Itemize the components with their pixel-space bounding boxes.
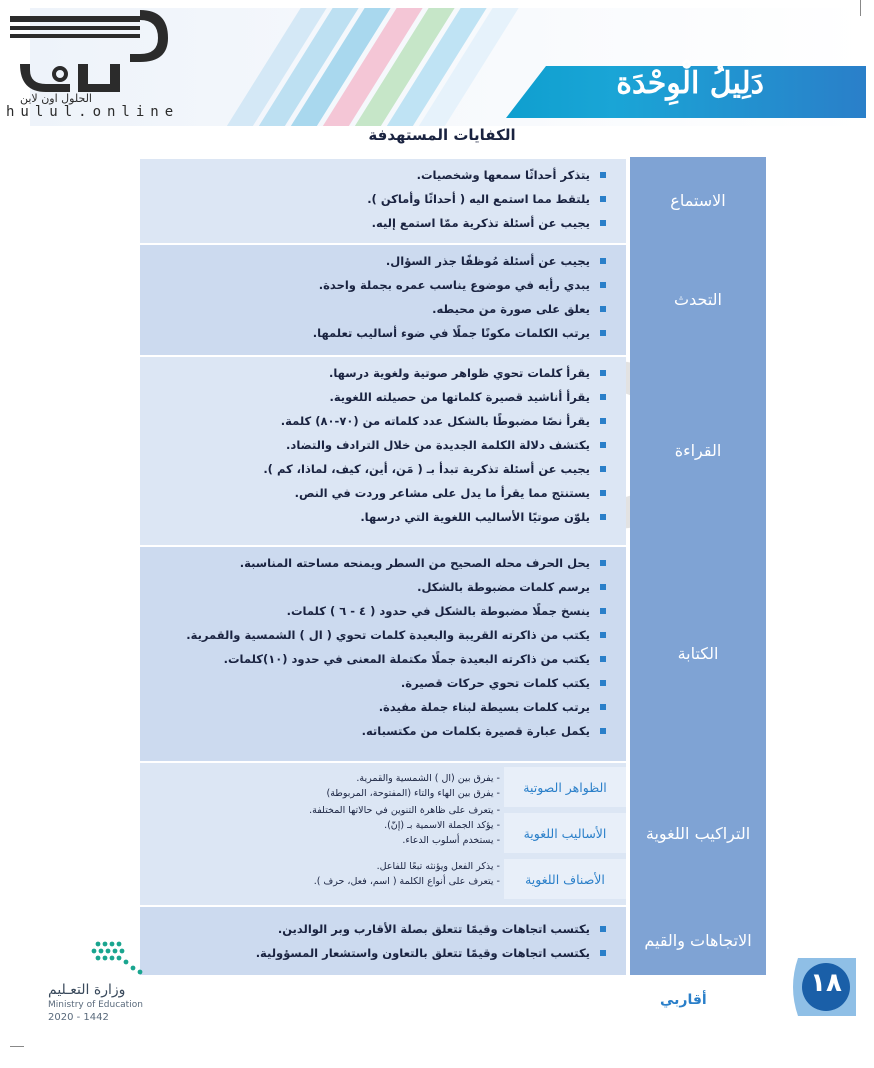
bullet-icon — [600, 704, 606, 710]
list-item — [146, 505, 610, 529]
list-item — [146, 719, 610, 743]
bullet-icon — [600, 608, 606, 614]
structure-group-phonetic — [200, 771, 500, 801]
item-text: يرسم كلمات مضبوطة بالشكل. — [417, 580, 590, 594]
item-text: يكتب من ذاكرته البعيدة جملًا مكتملة المعنى في حدود (١٠)كلمات. — [223, 652, 590, 666]
edition-year: 2020 - 1442 — [48, 1012, 109, 1023]
structure-group-styles — [200, 803, 500, 848]
list-item — [146, 457, 610, 481]
bullet-icon — [600, 490, 606, 496]
item-text: يجيب عن أسئلة تذكرية تبدأ بـ ( مَن، أين، كيف، لماذا، كم ). — [263, 462, 590, 476]
list-item — [146, 917, 610, 941]
list-item — [146, 273, 610, 297]
structure-group-categories — [200, 859, 500, 889]
item-text: يقرأ كلمات تحوي ظواهر صوتية ولغوية درسها. — [328, 366, 590, 380]
list-item — [146, 249, 610, 273]
list-item: - يؤكد الجملة الاسمية بـ (إنّ). — [384, 820, 500, 831]
list-item: - يفرق بين الهاء والتاء (المفتوحة، المربوطة) — [326, 788, 500, 799]
row-label: الاستماع — [630, 157, 766, 243]
item-text: يعلق على صورة من محيطه. — [432, 302, 590, 316]
bullet-icon — [600, 258, 606, 264]
bullet-icon — [600, 584, 606, 590]
table-row-structures — [140, 761, 766, 905]
bullet-icon — [600, 950, 606, 956]
list-item — [146, 695, 610, 719]
ministry-name-ar: وزارة التعـليم — [48, 982, 126, 998]
list-item — [146, 361, 610, 385]
sub-label-phonetic: الظواهر الصوتية — [504, 767, 626, 807]
list-item — [146, 647, 610, 671]
table-row-values — [140, 905, 766, 975]
item-text: يجيب عن أسئلة مُوظفًا جذر السؤال. — [385, 254, 590, 268]
crop-mark — [860, 0, 861, 16]
row-label: التراكيب اللغوية — [630, 761, 766, 905]
list-item — [146, 551, 610, 575]
item-text: يقرأ أناشيد قصيرة كلماتها من حصيلته اللغوية. — [329, 390, 590, 404]
bullet-icon — [600, 418, 606, 424]
item-text: يلتقط مما استمع اليه ( أحداثًا وأماكن ). — [367, 192, 590, 206]
sub-label-categories: الأصناف اللغوية — [504, 859, 626, 899]
item-text: يكتسب اتجاهات وقيمًا تتعلق بصلة الأقارب وبر الوالدين. — [277, 922, 590, 936]
unit-brand: أقاربي — [660, 992, 707, 1008]
item-text: يحل الحرف محله الصحيح من السطر ويمنحه مساحته المناسبة. — [239, 556, 590, 570]
row-label: الاتجاهات والقيم — [630, 905, 766, 975]
table-row-speaking — [140, 243, 766, 355]
item-text: يرتب الكلمات مكونًا جملًا في ضوء أساليب تعلمها. — [312, 326, 590, 340]
item-text: يستنتج مما يقرأ ما يدل على مشاعر وردت في النص. — [294, 486, 590, 500]
list-item — [146, 941, 610, 965]
row-label: الكتابة — [630, 545, 766, 761]
item-text: يلوّن صوتيًا الأساليب اللغوية التي درسها. — [360, 510, 590, 524]
row-content — [140, 157, 626, 243]
logo-domain-text: hulul.online — [6, 104, 180, 120]
bullet-icon — [600, 282, 606, 288]
list-item — [146, 599, 610, 623]
item-text: يبدي رأيه في موضوع يناسب عمره بجملة واحدة. — [318, 278, 590, 292]
bullet-icon — [600, 394, 606, 400]
list-item — [146, 385, 610, 409]
item-text: يكتب من ذاكرته القريبة والبعيدة كلمات تحوي ( ال ) الشمسية والقمرية. — [186, 628, 590, 642]
item-text: يكتشف دلالة الكلمة الجديدة من خلال الترادف والتضاد. — [286, 438, 590, 452]
item-text: يتذكر أحداثًا سمعها وشخصيات. — [416, 168, 590, 182]
bullet-icon — [600, 220, 606, 226]
list-item: - يفرق بين (ال ) الشمسية والقمرية. — [356, 773, 500, 784]
item-text: يقرأ نصًا مضبوطًا بالشكل عدد كلماته من (٧٠-٨٠) كلمة. — [280, 414, 590, 428]
list-item: - يذكر الفعل ويؤنثه تبعًا للفاعل. — [376, 861, 500, 872]
row-label: التحدث — [630, 243, 766, 355]
table-row-reading — [140, 355, 766, 545]
list-item: - يتعرف على أنواع الكلمة ( اسم، فعل، حرف ). — [313, 876, 500, 887]
page-title: دَلِيلُ الْوِحْدَة — [616, 66, 764, 101]
section-title: الكفايات المستهدفة — [368, 126, 516, 144]
bullet-icon — [600, 370, 606, 376]
list-item — [146, 297, 610, 321]
bullet-icon — [600, 172, 606, 178]
list-item — [146, 187, 610, 211]
bullet-icon — [600, 196, 606, 202]
list-item — [146, 433, 610, 457]
sub-label-styles: الأساليب اللغوية — [504, 813, 626, 853]
table-row-listening — [140, 157, 766, 243]
crop-mark — [10, 1046, 24, 1047]
page-number: ١٨ — [810, 968, 842, 998]
list-item: - يستخدم أسلوب الدعاء. — [402, 835, 500, 846]
bullet-icon — [600, 728, 606, 734]
bullet-icon — [600, 466, 606, 472]
bullet-icon — [600, 442, 606, 448]
list-item — [146, 211, 610, 235]
structure-sub-labels — [504, 761, 626, 905]
bullet-icon — [600, 680, 606, 686]
list-item — [146, 163, 610, 187]
bullet-icon — [600, 926, 606, 932]
list-item — [146, 321, 610, 345]
row-content — [140, 905, 626, 975]
item-text: يرتب كلمات بسيطة لبناء جملة مفيدة. — [378, 700, 590, 714]
bullet-icon — [600, 560, 606, 566]
bullet-icon — [600, 306, 606, 312]
item-text: يكمل عبارة قصيرة بكلمات من مكتسباته. — [361, 724, 590, 738]
row-content — [140, 355, 626, 545]
ministry-name-en: Ministry of Education — [48, 1000, 143, 1010]
bullet-icon — [600, 656, 606, 662]
list-item: - يتعرف على ظاهرة التنوين في حالاتها المختلفة. — [309, 805, 500, 816]
list-item — [146, 409, 610, 433]
list-item — [146, 575, 610, 599]
row-content — [140, 545, 626, 761]
bullet-icon — [600, 330, 606, 336]
ministry-logo-icon — [48, 938, 168, 978]
item-text: ينسخ جملًا مضبوطة بالشكل في حدود ( ٤ - ٦ ) كلمات. — [286, 604, 590, 618]
list-item — [146, 623, 610, 647]
bullet-icon — [600, 514, 606, 520]
list-item — [146, 671, 610, 695]
row-label: القراءة — [630, 355, 766, 545]
list-item — [146, 481, 610, 505]
item-text: يجيب عن أسئلة تذكرية ممّا استمع إليه. — [371, 216, 590, 230]
row-content — [140, 243, 626, 355]
bullet-icon — [600, 632, 606, 638]
item-text: يكتسب اتجاهات وقيمًا تتعلق بالتعاون واستشعار المسؤولية. — [255, 946, 590, 960]
table-row-writing — [140, 545, 766, 761]
item-text: يكتب كلمات تحوي حركات قصيرة. — [400, 676, 590, 690]
logo-arabic-text: الحلول اون لاين — [20, 92, 92, 105]
